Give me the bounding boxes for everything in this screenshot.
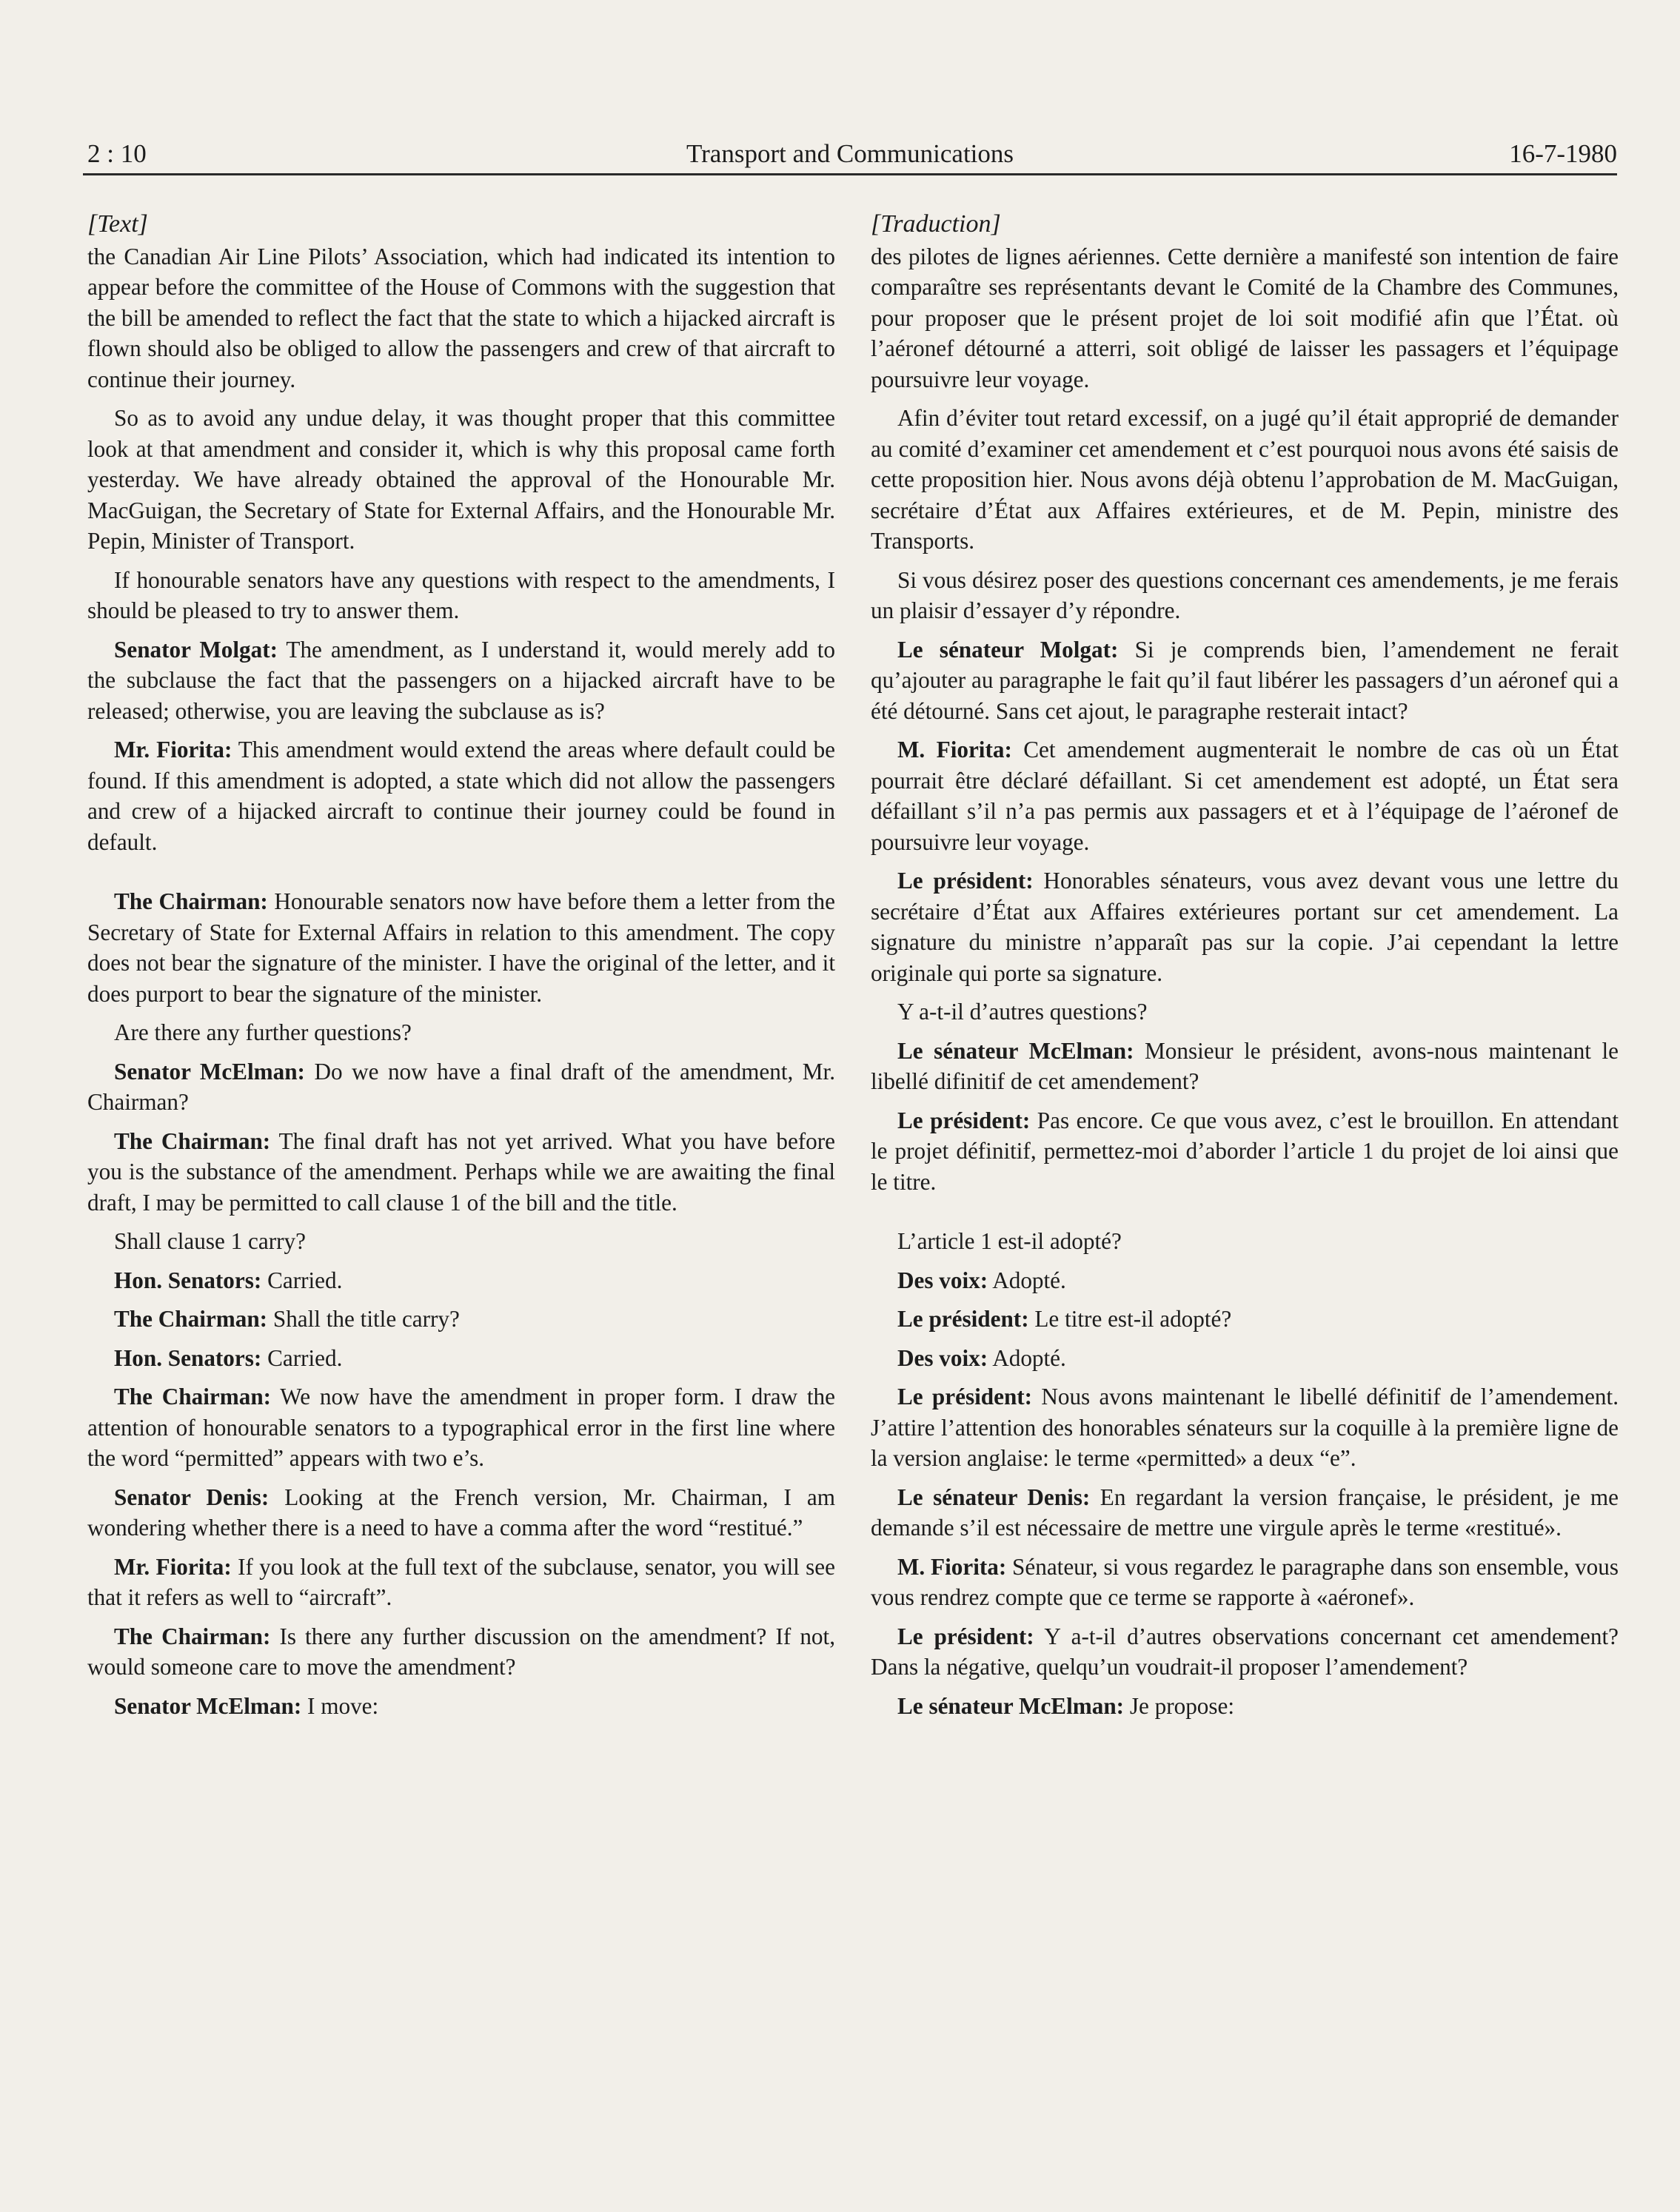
speech (87, 1056, 835, 1118)
speaker: Le sénateur Denis: (897, 1484, 1091, 1510)
paragraph: L’article 1 est-il adopté? (897, 1228, 1122, 1254)
speech-text: If you look at the full text of the subclause, senator, you will see that it refers as well to “aircraft”. (87, 1553, 835, 1610)
speech (871, 1621, 1619, 1683)
french-column (871, 209, 1619, 1729)
column-tag: [Traduction] (871, 210, 1001, 238)
speech-text: En regardant la version française, le président, je me demande s’il est nécessaire de mettre une virgule après le terme «restitué». (871, 1484, 1619, 1541)
speaker: M. Fiorita: (897, 1553, 1007, 1580)
speaker: Hon. Senators: (114, 1344, 262, 1371)
speech-text: Sénateur, si vous regardez le paragraphe dans son ensemble, vous vous rendrez compte que ce terme se rapporte à «aéronef». (871, 1553, 1619, 1610)
speech (871, 634, 1619, 727)
column-tag: [Text] (87, 210, 148, 238)
speech (87, 1343, 835, 1374)
speaker: The Chairman: (114, 1384, 272, 1410)
speech-text: Adopté. (988, 1267, 1066, 1293)
speech (87, 1126, 835, 1219)
speech-text: Carried. (261, 1344, 343, 1371)
speech (87, 1381, 835, 1474)
speaker: M. Fiorita: (897, 737, 1012, 763)
speech-text: Monsieur le président, avons-nous maintenant le libellé difinitif de cet amendement? (871, 1037, 1619, 1094)
speaker: Senator Denis: (114, 1484, 270, 1510)
speaker: Le président: (897, 1384, 1033, 1410)
speaker: Des voix: (897, 1267, 988, 1293)
speech (871, 734, 1619, 857)
speech (87, 734, 835, 857)
paragraph: des pilotes de lignes aériennes. Cette dernière a manifesté son intention de faire comparaître ses représentants devant le Comité de la Chambre des Communes, pour proposer que le présent projet de loi soit modifié afin que l’État. où l’aéronef détourné a atterri, soit obligé de laisser les passagers et l’équipage poursuivre leur voyage. (871, 243, 1619, 392)
paragraph: the Canadian Air Line Pilots’ Association, which had indicated its intention to appear before the committee of the House of Commons with the suggestion that the bill be amended to reflect the fact that the state to which a hijacked aircraft is flown should also be obliged to allow the passengers and crew of that aircraft to continue their journey. (87, 243, 835, 392)
speaker: Hon. Senators: (114, 1267, 262, 1293)
speech (871, 1343, 1619, 1374)
speech (87, 1621, 835, 1683)
page-header (83, 135, 1617, 175)
speech (87, 1482, 835, 1544)
speech-text: This amendment would extend the areas where default could be found. If this amendment is adopted, a state which did not allow the passengers and crew of a hijacked aircraft to continue their journey could be found in default. (87, 737, 836, 855)
speaker: Senator Molgat: (114, 636, 278, 663)
speech-text: Je propose: (1124, 1692, 1235, 1719)
speaker: The Chairman: (114, 1127, 271, 1154)
speech (87, 1304, 835, 1335)
speech-text: Pas encore. Ce que vous avez, c’est le brouillon. En attendant le projet définitif, permettez-moi d’aborder l’article 1 du projet de loi ainsi que le titre. (871, 1107, 1619, 1195)
speech-text: Honourable senators now have before them a letter from the Secretary of State for External Affairs in relation to this amendment. The copy does not bear the signature of the minister. I have the original of the letter, and it does purport to bear the signature of the minister. (87, 888, 835, 1007)
speaker: Senator McElman: (114, 1058, 305, 1085)
speech (871, 1304, 1619, 1335)
speaker: Le président: (897, 1623, 1034, 1649)
speech-text: The final draft has not yet arrived. What you have before you is the substance of the amendment. Perhaps while we are awaiting the final draft, I may be permitted to call clause 1 of the bill and the title. (87, 1127, 835, 1216)
paragraph: Shall clause 1 carry? (114, 1228, 306, 1254)
paragraph: Are there any further questions? (114, 1019, 412, 1045)
speech (871, 1552, 1619, 1613)
speech (871, 1691, 1619, 1722)
speaker: Senator McElman: (114, 1692, 302, 1719)
speaker: Le sénateur Molgat: (897, 636, 1119, 663)
speech-text: Honorables sénateurs, vous avez devant vous une lettre du secrétaire d’État aux Affaires extérieures portant sur cet amendement. La signature du ministre n’apparaît pas sur la copie. J’ai cependant la lettre originale qui porte sa signature. (871, 868, 1619, 986)
speech (87, 1265, 835, 1296)
speech-text: We now have the amendment in proper form. I draw the attention of honourable senators to a typographical error in the first line where the word “permitted” appears with two e’s. (87, 1384, 835, 1471)
speaker: Des voix: (897, 1344, 988, 1371)
paragraph: If honourable senators have any questions with respect to the amendments, I should be pleased to try to answer them. (87, 566, 835, 623)
speech-text: Nous avons maintenant le libellé définitif de l’amendement. J’attire l’attention des honorables sénateurs sur la coquille à la première ligne de la version anglaise: le terme «permitted» a deux “e”. (871, 1384, 1619, 1471)
running-title: Transport and Communications (686, 139, 1014, 168)
paragraph: So as to avoid any undue delay, it was thought proper that this committee look at that amendment and consider it, which is why this proposal came forth yesterday. We have already obtained the approval of the Honourable Mr. MacGuigan, the Secretary of State for External Affairs, and the Honourable Mr. Pepin, Minister of Transport. (87, 405, 835, 554)
speaker: The Chairman: (114, 1306, 268, 1332)
english-column (87, 209, 835, 1729)
paragraph: Si vous désirez poser des questions concernant ces amendements, je me ferais un plaisir d’essayer d’y répondre. (871, 566, 1619, 623)
paragraph: Afin d’éviter tout retard excessif, on a jugé qu’il était approprié de demander au comité d’examiner cet amendement et c’est pourquoi nous avons été saisis de cette proposition hier. Nous avons déjà obtenu l’approbation de M. MacGuigan, secrétaire d’État aux Affaires extérieures, et de M. Pepin, ministre des Transports. (871, 405, 1619, 554)
speech (87, 1552, 835, 1613)
page-date: 16-7-1980 (1509, 139, 1617, 168)
speaker: Le sénateur McElman: (897, 1037, 1134, 1064)
speech-text: Is there any further discussion on the amendment? If not, would someone care to move the amendment? (87, 1623, 835, 1680)
speech-text: I move: (301, 1692, 379, 1719)
speech-text: Do we now have a final draft of the amendment, Mr. Chairman? (87, 1058, 836, 1115)
speech-text: The amendment, as I understand it, would merely add to the subclause the fact that the passengers on a hijacked aircraft have to be released; otherwise, you are leaving the subclause as is? (87, 636, 835, 724)
speech-text: Si je comprends bien, l’amendement ne ferait qu’ajouter au paragraphe le fait qu’il faut libérer les passagers d’un aéronef qui a été détourné. Sans cet ajout, le paragraphe resterait intact? (871, 636, 1619, 724)
speech-text: Y a-t-il d’autres observations concernant cet amendement? Dans la négative, quelqu’un voudrait-il proposer l’amendement? (871, 1623, 1619, 1680)
speech (871, 1105, 1619, 1198)
speech (871, 1265, 1619, 1296)
speaker: Le président: (897, 868, 1034, 894)
speaker: Le président: (897, 1107, 1031, 1133)
speech (87, 1691, 835, 1722)
speech (871, 1381, 1619, 1474)
speech-text: Shall the title carry? (267, 1306, 460, 1332)
speech-text: Cet amendement augmenterait le nombre de cas où un État pourrait être déclaré défaillant. Si cet amendement est adopté, un État sera défaillant s’il n’a pas permis aux passagers et et à l’équipage de l’aéronef de poursuivre leur voyage. (871, 737, 1619, 855)
speech-text: Carried. (261, 1267, 343, 1293)
speaker: The Chairman: (114, 888, 268, 914)
speech-text: Looking at the French version, Mr. Chairman, I am wondering whether there is a need to have a comma after the word “restitué.” (87, 1484, 835, 1541)
speech (87, 634, 835, 727)
paragraph: Y a-t-il d’autres questions? (897, 999, 1148, 1025)
speaker: The Chairman: (114, 1623, 271, 1649)
speaker: Mr. Fiorita: (114, 737, 232, 763)
speech (87, 886, 835, 1009)
speaker: Mr. Fiorita: (114, 1553, 232, 1580)
speech (871, 1482, 1619, 1544)
speech-text: Adopté. (988, 1344, 1066, 1371)
speech (871, 1036, 1619, 1097)
page-number: 2 : 10 (87, 139, 147, 168)
speaker: Le président: (897, 1306, 1029, 1332)
speaker: Le sénateur McElman: (897, 1692, 1125, 1719)
speech-text: Le titre est-il adopté? (1028, 1306, 1232, 1332)
speech (871, 865, 1619, 988)
